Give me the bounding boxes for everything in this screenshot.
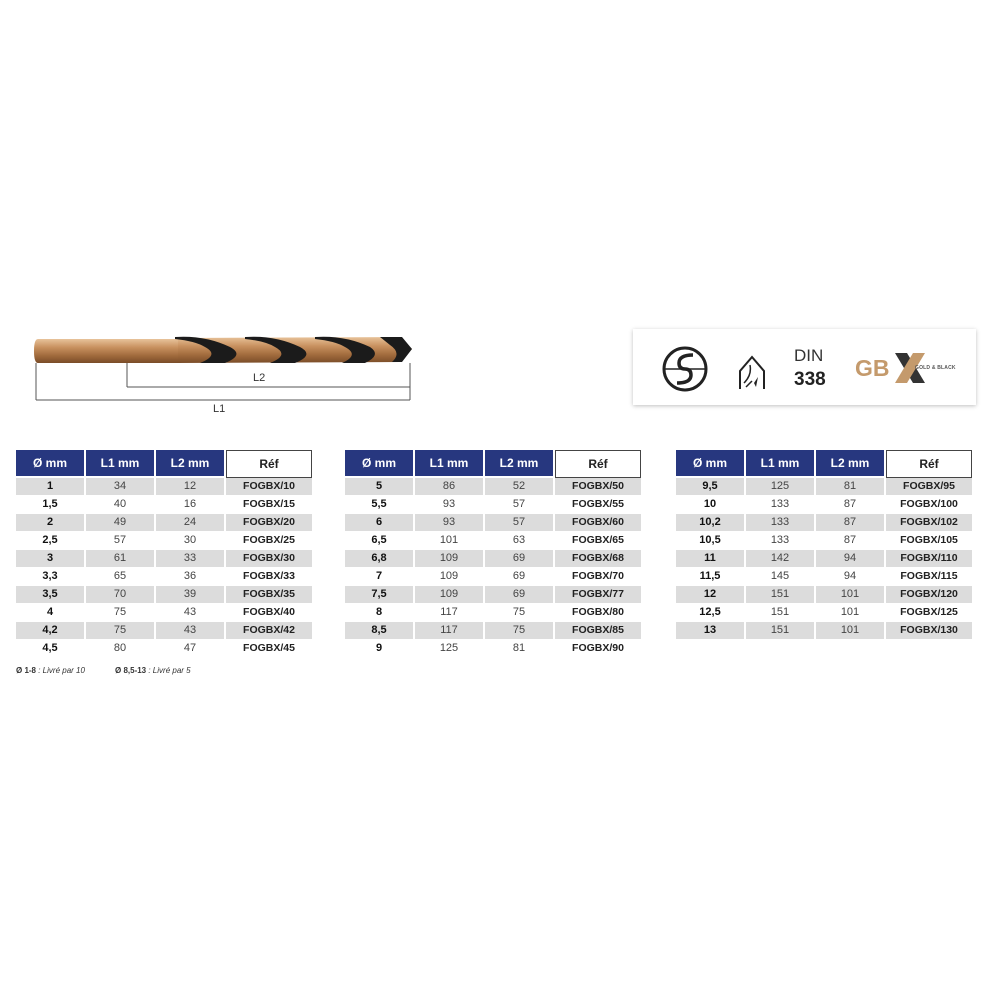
table-header-row [676, 450, 972, 478]
table-row [345, 514, 641, 532]
cell-l1: 75 [86, 604, 154, 622]
cell-l2: 63 [485, 532, 553, 550]
din-label: DIN [794, 346, 824, 365]
cell-ref: FOGBX/68 [555, 550, 641, 568]
table-row [16, 640, 312, 658]
table-row [676, 532, 972, 550]
cell-diameter: 2 [16, 514, 84, 532]
table-row [676, 586, 972, 604]
header-l1: L1 mm [86, 450, 154, 478]
cell-l2: 69 [485, 568, 553, 586]
cell-l2: 101 [816, 586, 884, 604]
table-row [16, 532, 312, 550]
cell-diameter: 5,5 [345, 496, 413, 514]
cell-diameter: 12 [676, 586, 744, 604]
drill-illustration [30, 325, 420, 415]
cell-l1: 75 [86, 622, 154, 640]
table-row [345, 604, 641, 622]
point-angle-icon [734, 353, 770, 393]
cell-diameter: 7,5 [345, 586, 413, 604]
cell-ref: FOGBX/77 [555, 586, 641, 604]
gbx-subtitle: GOLD & BLACK [915, 365, 956, 371]
cell-ref: FOGBX/85 [555, 622, 641, 640]
cell-ref: FOGBX/55 [555, 496, 641, 514]
header-ref: Réf [555, 450, 641, 478]
table-row [676, 604, 972, 622]
cell-l2: 43 [156, 604, 224, 622]
cell-l1: 125 [415, 640, 483, 658]
cell-diameter: 11,5 [676, 568, 744, 586]
footnote-2-range: Ø 8,5-13 [115, 666, 147, 675]
header-diameter: Ø mm [345, 450, 413, 478]
table-row [345, 478, 641, 496]
cell-l1: 151 [746, 622, 814, 640]
header-l1: L1 mm [746, 450, 814, 478]
cell-ref: FOGBX/35 [226, 586, 312, 604]
cell-diameter: 9,5 [676, 478, 744, 496]
cell-diameter: 10,2 [676, 514, 744, 532]
din-number: 338 [794, 369, 826, 390]
cell-l1: 109 [415, 568, 483, 586]
cell-l1: 65 [86, 568, 154, 586]
cell-ref: FOGBX/115 [886, 568, 972, 586]
cell-ref: FOGBX/90 [555, 640, 641, 658]
cell-l2: 47 [156, 640, 224, 658]
cell-ref: FOGBX/40 [226, 604, 312, 622]
table-row [16, 514, 312, 532]
cell-ref: FOGBX/95 [886, 478, 972, 496]
cell-l1: 133 [746, 514, 814, 532]
table-row [16, 478, 312, 496]
cell-diameter: 10 [676, 496, 744, 514]
table-row [676, 550, 972, 568]
header-diameter: Ø mm [16, 450, 84, 478]
cell-diameter: 1 [16, 478, 84, 496]
table-row [345, 640, 641, 658]
table-row [345, 568, 641, 586]
cell-diameter: 12,5 [676, 604, 744, 622]
table-row [345, 532, 641, 550]
cell-ref: FOGBX/30 [226, 550, 312, 568]
header-l1: L1 mm [415, 450, 483, 478]
footnote-1-range: Ø 1-8 [16, 666, 37, 675]
cell-ref: FOGBX/120 [886, 586, 972, 604]
cell-l1: 70 [86, 586, 154, 604]
header-ref: Réf [886, 450, 972, 478]
cell-ref: FOGBX/15 [226, 496, 312, 514]
footnote-1-text: : Livré par 10 [36, 666, 85, 675]
cell-l1: 117 [415, 622, 483, 640]
cell-l1: 109 [415, 586, 483, 604]
cell-ref: FOGBX/105 [886, 532, 972, 550]
cell-l2: 69 [485, 586, 553, 604]
cell-diameter: 6,8 [345, 550, 413, 568]
header-diameter: Ø mm [676, 450, 744, 478]
table-header-row [16, 450, 312, 478]
cell-l1: 93 [415, 496, 483, 514]
dimension-label-l1: L1 [213, 403, 226, 415]
cell-l1: 151 [746, 604, 814, 622]
cell-ref: FOGBX/33 [226, 568, 312, 586]
svg-text:GB: GB [855, 355, 890, 381]
cell-l2: 43 [156, 622, 224, 640]
cell-l2: 87 [816, 514, 884, 532]
cell-l1: 86 [415, 478, 483, 496]
spec-table-1 [14, 450, 314, 658]
table-row [676, 622, 972, 640]
cell-ref: FOGBX/110 [886, 550, 972, 568]
cell-l2: 94 [816, 568, 884, 586]
cell-l2: 24 [156, 514, 224, 532]
cell-l1: 133 [746, 532, 814, 550]
table-row [16, 622, 312, 640]
cell-ref: FOGBX/125 [886, 604, 972, 622]
table-row [676, 568, 972, 586]
table-row [676, 514, 972, 532]
cell-diameter: 10,5 [676, 532, 744, 550]
cell-diameter: 11 [676, 550, 744, 568]
cell-l2: 30 [156, 532, 224, 550]
cell-l1: 142 [746, 550, 814, 568]
cell-ref: FOGBX/100 [886, 496, 972, 514]
cell-ref: FOGBX/65 [555, 532, 641, 550]
cell-l2: 36 [156, 568, 224, 586]
cell-diameter: 4 [16, 604, 84, 622]
table-row [16, 550, 312, 568]
cell-l1: 109 [415, 550, 483, 568]
cell-l2: 39 [156, 586, 224, 604]
cell-l1: 117 [415, 604, 483, 622]
table-row [16, 604, 312, 622]
header-l2: L2 mm [485, 450, 553, 478]
table-row [16, 496, 312, 514]
cell-ref: FOGBX/20 [226, 514, 312, 532]
cell-l1: 145 [746, 568, 814, 586]
cell-l2: 75 [485, 604, 553, 622]
cell-l1: 80 [86, 640, 154, 658]
cell-diameter: 9 [345, 640, 413, 658]
table-row [345, 496, 641, 514]
cell-diameter: 2,5 [16, 532, 84, 550]
cell-diameter: 8 [345, 604, 413, 622]
cell-l1: 57 [86, 532, 154, 550]
cell-l2: 57 [485, 514, 553, 532]
cell-ref: FOGBX/102 [886, 514, 972, 532]
cell-ref: FOGBX/42 [226, 622, 312, 640]
table-row [345, 622, 641, 640]
table-row [345, 586, 641, 604]
cell-diameter: 3 [16, 550, 84, 568]
cell-l2: 81 [485, 640, 553, 658]
spec-table-3 [674, 450, 974, 640]
cell-diameter: 3,3 [16, 568, 84, 586]
cell-l1: 125 [746, 478, 814, 496]
header-l2: L2 mm [156, 450, 224, 478]
cell-diameter: 4,5 [16, 640, 84, 658]
cell-ref: FOGBX/70 [555, 568, 641, 586]
cell-diameter: 6,5 [345, 532, 413, 550]
cell-l1: 34 [86, 478, 154, 496]
cell-ref: FOGBX/10 [226, 478, 312, 496]
spiral-flute-icon [661, 345, 709, 393]
cell-l1: 93 [415, 514, 483, 532]
cell-diameter: 7 [345, 568, 413, 586]
table-row [676, 496, 972, 514]
cell-l2: 101 [816, 604, 884, 622]
cell-l1: 61 [86, 550, 154, 568]
cell-l2: 52 [485, 478, 553, 496]
cell-l2: 101 [816, 622, 884, 640]
table-header-row [345, 450, 641, 478]
cell-l2: 75 [485, 622, 553, 640]
cell-ref: FOGBX/50 [555, 478, 641, 496]
cell-l2: 12 [156, 478, 224, 496]
cell-l1: 49 [86, 514, 154, 532]
table-row [676, 478, 972, 496]
cell-ref: FOGBX/80 [555, 604, 641, 622]
header-ref: Réf [226, 450, 312, 478]
cell-l2: 87 [816, 532, 884, 550]
cell-l2: 16 [156, 496, 224, 514]
cell-diameter: 4,2 [16, 622, 84, 640]
cell-l2: 87 [816, 496, 884, 514]
cell-diameter: 1,5 [16, 496, 84, 514]
cell-l1: 40 [86, 496, 154, 514]
spec-table-2 [343, 450, 643, 658]
footnote-2 [115, 666, 191, 675]
dimension-label-l2: L2 [253, 372, 266, 384]
cell-diameter: 3,5 [16, 586, 84, 604]
cell-diameter: 13 [676, 622, 744, 640]
cell-l2: 33 [156, 550, 224, 568]
spec-badge [633, 329, 976, 405]
cell-ref: FOGBX/130 [886, 622, 972, 640]
cell-l2: 94 [816, 550, 884, 568]
cell-ref: FOGBX/60 [555, 514, 641, 532]
cell-l1: 101 [415, 532, 483, 550]
cell-l2: 69 [485, 550, 553, 568]
table-row [345, 550, 641, 568]
cell-l2: 81 [816, 478, 884, 496]
cell-diameter: 5 [345, 478, 413, 496]
cell-ref: FOGBX/25 [226, 532, 312, 550]
footnote-2-text: : Livré par 5 [146, 666, 191, 675]
table-row [16, 586, 312, 604]
header-l2: L2 mm [816, 450, 884, 478]
cell-diameter: 8,5 [345, 622, 413, 640]
cell-l1: 133 [746, 496, 814, 514]
cell-diameter: 6 [345, 514, 413, 532]
cell-l1: 151 [746, 586, 814, 604]
table-row [16, 568, 312, 586]
footnote-1 [16, 666, 85, 675]
cell-l2: 57 [485, 496, 553, 514]
cell-ref: FOGBX/45 [226, 640, 312, 658]
drill-bit-image [30, 325, 420, 415]
